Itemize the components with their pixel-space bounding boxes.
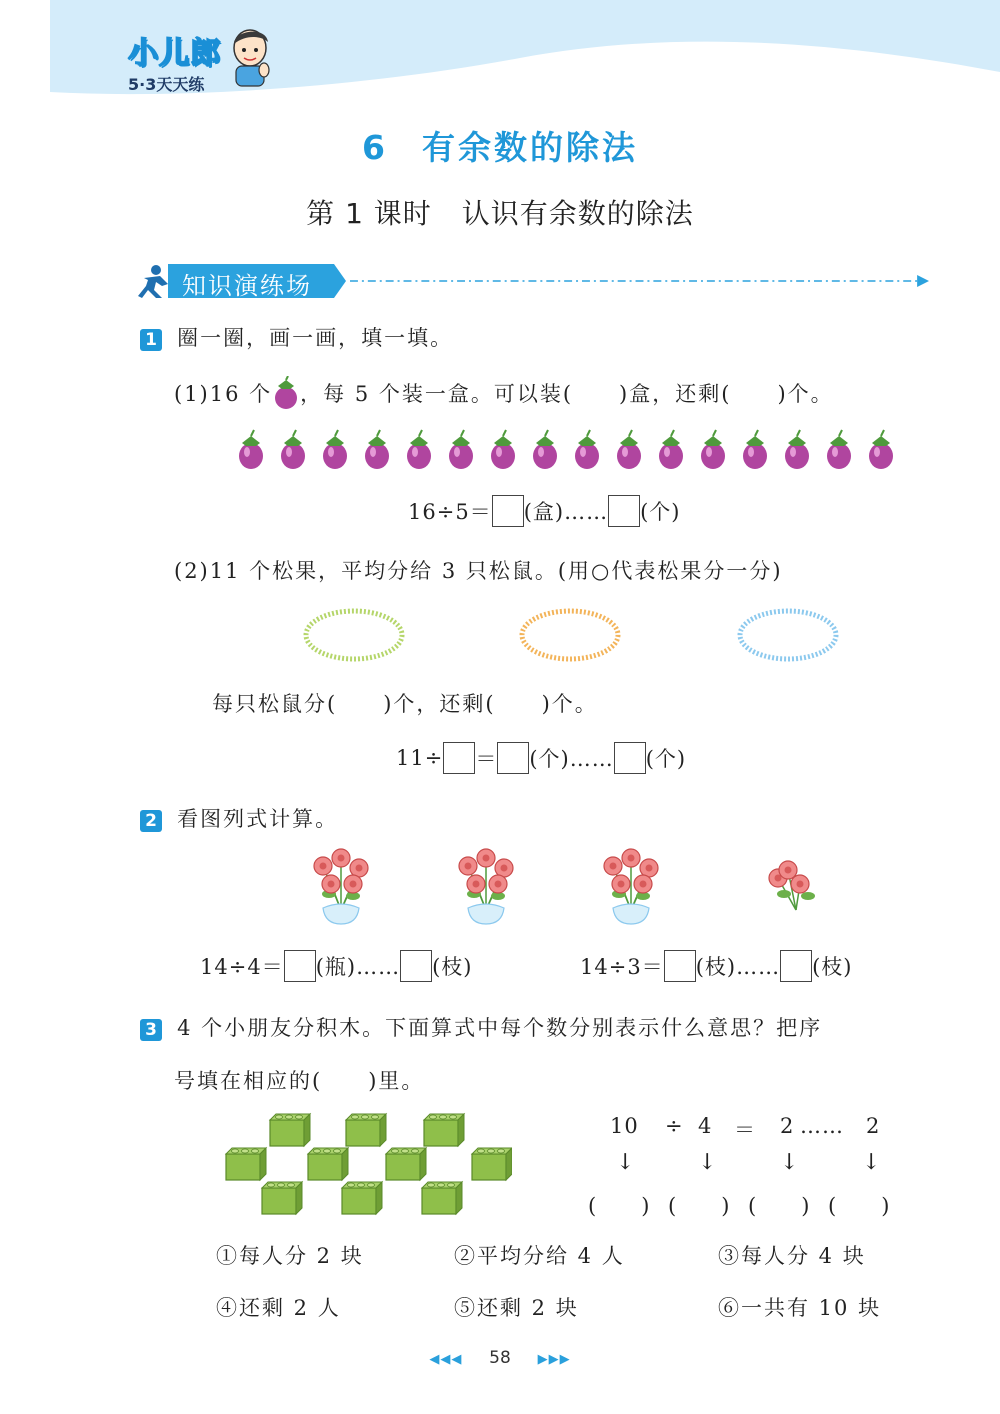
flower-vase-icon [604,849,658,924]
chapter-name: 有余数的除法 [421,128,638,167]
lego-block-icon [262,1182,302,1214]
q1-part1-prefix: (1)16 个 [174,382,273,406]
lego-block-icon [226,1148,266,1180]
lego-block-icon [424,1114,464,1146]
mascot-icon [226,26,274,88]
flower-vase-icon [314,849,368,924]
prev-arrows-icon: ◀◀◀ [429,1352,463,1367]
answer-paren[interactable]: ( ) [748,1194,811,1218]
arrow-down-icon: ↓ [698,1150,718,1175]
answer-box[interactable] [664,950,696,982]
arrow-down-icon: ↓ [616,1150,636,1175]
answer-box[interactable] [614,742,646,774]
ring-blue [740,611,836,659]
ring-green [306,611,402,659]
q1-header [140,322,453,352]
q1-part2-equation [396,742,686,774]
lego-block-icon [308,1148,348,1180]
answer-paren[interactable]: ( ) [828,1194,891,1218]
eggplant-row [236,428,908,474]
q1-part1-equation [408,495,680,527]
q2-eq2-mid: (枝)…… [695,955,781,979]
eq-divisor: 4 [698,1114,713,1138]
q1-part1-suffix: ，每 5 个装一盒。可以装( )盒，还剩( )个。 [300,382,834,406]
q2-eq2-right: (枝) [812,955,853,979]
q2-instruction: 看图列式计算。 [177,807,339,831]
eq-ellipsis: …… [800,1114,844,1138]
q1-part2-text: (2)11 个松果，平均分给 3 只松鼠。(用○代表松果分一分) [174,559,783,583]
eq-remainder: 2 [866,1114,881,1138]
q1-eq2-mid: (个)…… [529,747,614,771]
q1-eq1-mid: (盒)…… [523,500,609,524]
eggplant-icon [407,430,431,469]
lesson-title [0,192,1000,232]
option-6: ⑥一共有 10 块 [718,1296,882,1320]
q2-eq1-mid: (瓶)…… [315,955,401,979]
eggplant-icon [575,430,599,469]
chapter-number: 6 [362,128,388,167]
lego-block-icon [270,1114,310,1146]
eggplant-icon [365,430,389,469]
eq-quotient: 2 [780,1114,795,1138]
lesson-label: 第 1 课时 [306,197,432,230]
eggplant-icon [281,430,305,469]
eggplant-icon [323,430,347,469]
q1-part1-text [174,376,834,410]
eggplant-icon [701,430,725,469]
q2-equation-1 [200,950,472,982]
arrow-down-icon: ↓ [862,1150,882,1175]
option-1: ①每人分 2 块 [216,1244,364,1268]
q2-eq2-left: 14÷3＝ [580,955,664,979]
q2-equation-2 [580,950,852,982]
squirrel-rings [300,605,845,665]
page-footer [0,1348,1000,1368]
ring-orange [522,611,618,659]
q1-eq1-right: (个) [640,500,681,524]
lego-block-icon [386,1148,426,1180]
brand-logo [128,28,221,95]
chapter-title [0,122,1000,169]
answer-box[interactable] [497,742,529,774]
q2-number: 2 [140,810,162,832]
option-2: ②平均分给 4 人 [454,1244,625,1268]
q3-arrows [616,1150,886,1176]
eq-total: 10 [610,1114,639,1138]
brand-name: 小儿郎 [128,36,221,71]
flower-vase-icon [459,849,513,924]
eq-equals: ＝ [734,1118,756,1142]
q1-number: 1 [140,329,162,351]
building-blocks [222,1112,512,1218]
eggplant-icon [659,430,683,469]
page-number: 58 [489,1348,511,1368]
q1-eq1-left: 16÷5＝ [408,500,492,524]
runner-icon [138,265,168,298]
lesson-name: 认识有余数的除法 [461,197,694,230]
option-4: ④还剩 2 人 [216,1296,341,1320]
eggplant-icon [785,430,809,469]
answer-paren[interactable]: ( ) [588,1194,651,1218]
q2-eq1-right: (枝) [432,955,473,979]
answer-box[interactable] [608,495,640,527]
lego-block-icon [342,1182,382,1214]
q1-eq2-right: (个) [645,747,687,771]
q2-header [140,803,338,833]
eggplant-icon [533,430,557,469]
q1-eq2-equals: ＝ [475,747,498,771]
eggplant-icon [827,430,851,469]
answer-box[interactable] [400,950,432,982]
q1-eq2-left: 11÷ [396,746,444,770]
q3-line2: 号填在相应的( )里。 [174,1069,425,1093]
q3-parens [588,1190,918,1216]
lego-block-icon [422,1182,462,1214]
answer-box[interactable] [443,742,475,774]
eggplant-icon [743,430,767,469]
eggplant-icon [272,376,300,410]
next-arrows-icon: ▶▶▶ [537,1352,571,1367]
section-divider [350,274,930,288]
lego-block-icon [346,1114,386,1146]
eggplant-icon [491,430,515,469]
brand-subtitle: 5·3天天练 [128,75,205,94]
flower-vases [305,848,845,928]
eggplant-icon [617,430,641,469]
q3-number: 3 [140,1019,162,1041]
eggplant-icon [239,430,263,469]
eggplant-icon [869,430,893,469]
q1-part2-fill: 每只松鼠分( )个，还剩( )个。 [212,692,598,716]
eggplant-icon [449,430,473,469]
q2-eq1-left: 14÷4＝ [200,955,284,979]
lego-block-icon [472,1148,512,1180]
answer-box[interactable] [780,950,812,982]
option-5: ⑤还剩 2 块 [454,1296,579,1320]
q1-instruction: 圈一圈，画一画，填一填。 [177,326,454,350]
q3-line1: 4 个小朋友分积木。下面算式中每个数分别表示什么意思？把序 [177,1016,823,1040]
answer-paren[interactable]: ( ) [668,1194,731,1218]
section-label: 知识演练场 [182,272,312,300]
answer-box[interactable] [492,495,524,527]
eq-divide: ÷ [665,1114,684,1138]
q3-equation [610,1114,890,1142]
arrow-down-icon: ↓ [780,1150,800,1175]
option-3: ③每人分 4 块 [718,1244,866,1268]
answer-box[interactable] [284,950,316,982]
flower-bunch-icon [769,861,815,910]
q3-header [140,1012,822,1042]
